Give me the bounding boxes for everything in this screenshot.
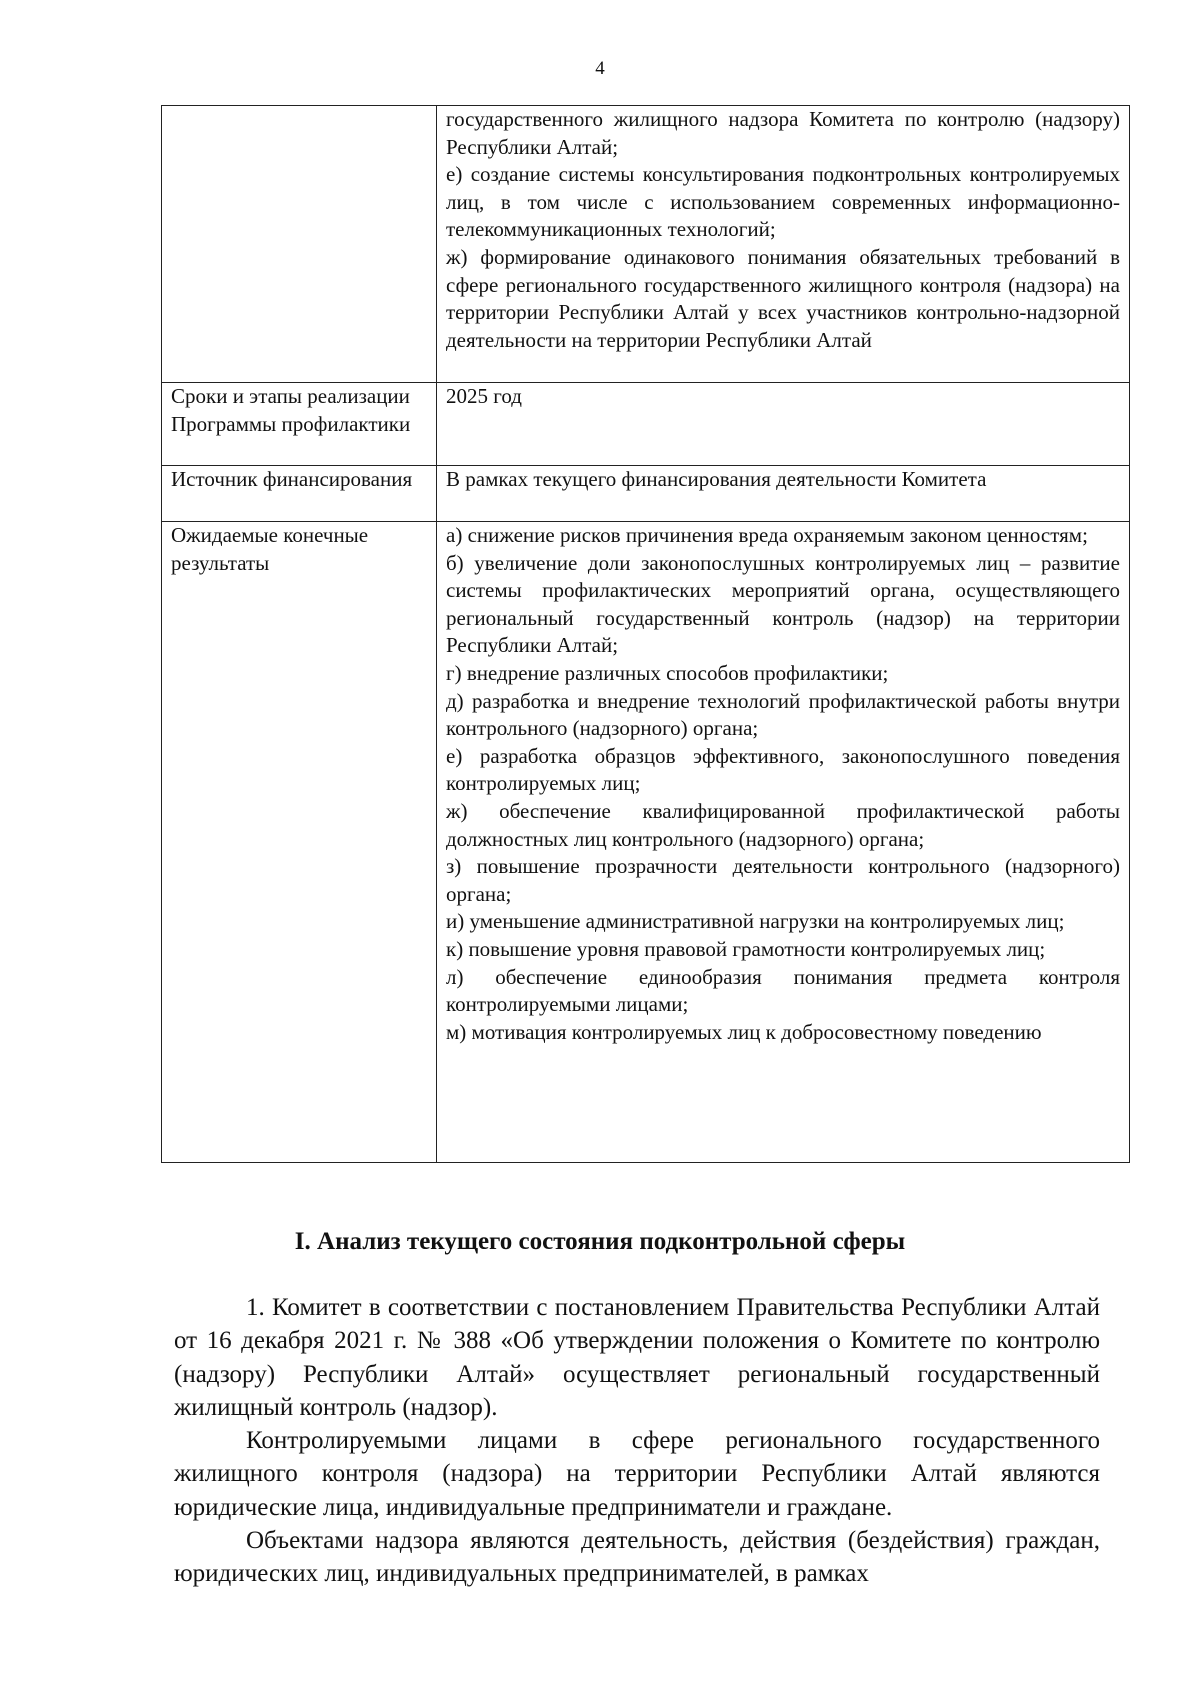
list-item: а) снижение рисков причинения вреда охраняемым законом ценностям; <box>446 523 1088 547</box>
row-value-timeline: 2025 год <box>437 383 1130 466</box>
row-label-empty <box>162 106 437 383</box>
list-item: м) мотивация контролируемых лиц к добросовестному поведению <box>446 1019 1042 1044</box>
list-item: л) обеспечение единообразия понимания предмета контроля контролируемыми лицами; <box>446 964 1120 1017</box>
row-label-results: Ожидаемые конечные результаты <box>162 522 437 1163</box>
section-title: I. Анализ текущего состояния подконтрольной сферы <box>294 1228 906 1255</box>
list-item: ж) формирование одинакового понимания обязательных требований в сфере регионального государственного жилищного контроля (надзора) на территории Республики Алтай у всех участников контрольно-надзорной деятельности на территории Республики Алтай <box>446 244 1120 352</box>
list-item: ж) обеспечение квалифицированной профилактической работы должностных лиц контрольного (надзорного) органа; <box>446 798 1120 851</box>
page-number: 4 <box>595 58 605 79</box>
row-value-financing: В рамках текущего финансирования деятельности Комитета <box>437 466 1130 522</box>
list-item: е) разработка образцов эффективного, законопослушного поведения контролируемых лиц; <box>446 743 1120 796</box>
list-item: к) повышение уровня правовой грамотности контролируемых лиц; <box>446 936 1046 961</box>
list-item: д) разработка и внедрение технологий профилактической работы внутри контрольного (надзорного) органа; <box>446 688 1120 741</box>
row-label-timeline: Сроки и этапы реализации Программы профилактики <box>162 383 437 466</box>
list-item: и) уменьшение административной нагрузки на контролируемых лиц; <box>446 909 1065 934</box>
body-text <box>174 1291 1100 1591</box>
list-item: б) увеличение доли законопослушных контролируемых лиц – развитие системы профилактических мероприятий органа, осуществляющего региональный государственный контроль (надзор) на территории Республики Алтай; <box>446 550 1120 658</box>
row-value-results <box>437 522 1130 1163</box>
row-label-financing: Источник финансирования <box>162 466 437 522</box>
table-row <box>162 106 1130 383</box>
paragraph: Объектами надзора являются деятельность, действия (бездействия) граждан, юридических лиц, индивидуальных предпринимателей, в рамках <box>174 1527 1100 1588</box>
paragraph: Контролируемыми лицами в сфере регионального государственного жилищного контроля (надзора) на территории Республики Алтай являются юридические лица, индивидуальные предприниматели и граждане. <box>174 1427 1100 1521</box>
list-item: г) внедрение различных способов профилактики; <box>446 660 889 685</box>
table-row <box>162 466 1130 522</box>
table-row <box>162 383 1130 466</box>
row-value-continuation <box>437 106 1130 383</box>
list-item: з) повышение прозрачности деятельности контрольного (надзорного) органа; <box>446 854 1120 906</box>
program-passport-table <box>161 105 1130 1163</box>
paragraph: 1. Комитет в соответствии с постановлением Правительства Республики Алтай от 16 декабря 2021 г. № 388 «Об утверждении положения о Комитете по контролю (надзору) Республики Алтай» осуществляет региональный государственный жилищный контроль (надзор). <box>174 1294 1100 1421</box>
list-item: е) создание системы консультирования подконтрольных контролируемых лиц, в том числе с использованием современных информационно-телекоммуникационных технологий; <box>446 162 1120 242</box>
table-row <box>162 522 1130 1163</box>
list-item: государственного жилищного надзора Комитета по контролю (надзору) Республики Алтай; <box>446 107 1120 159</box>
